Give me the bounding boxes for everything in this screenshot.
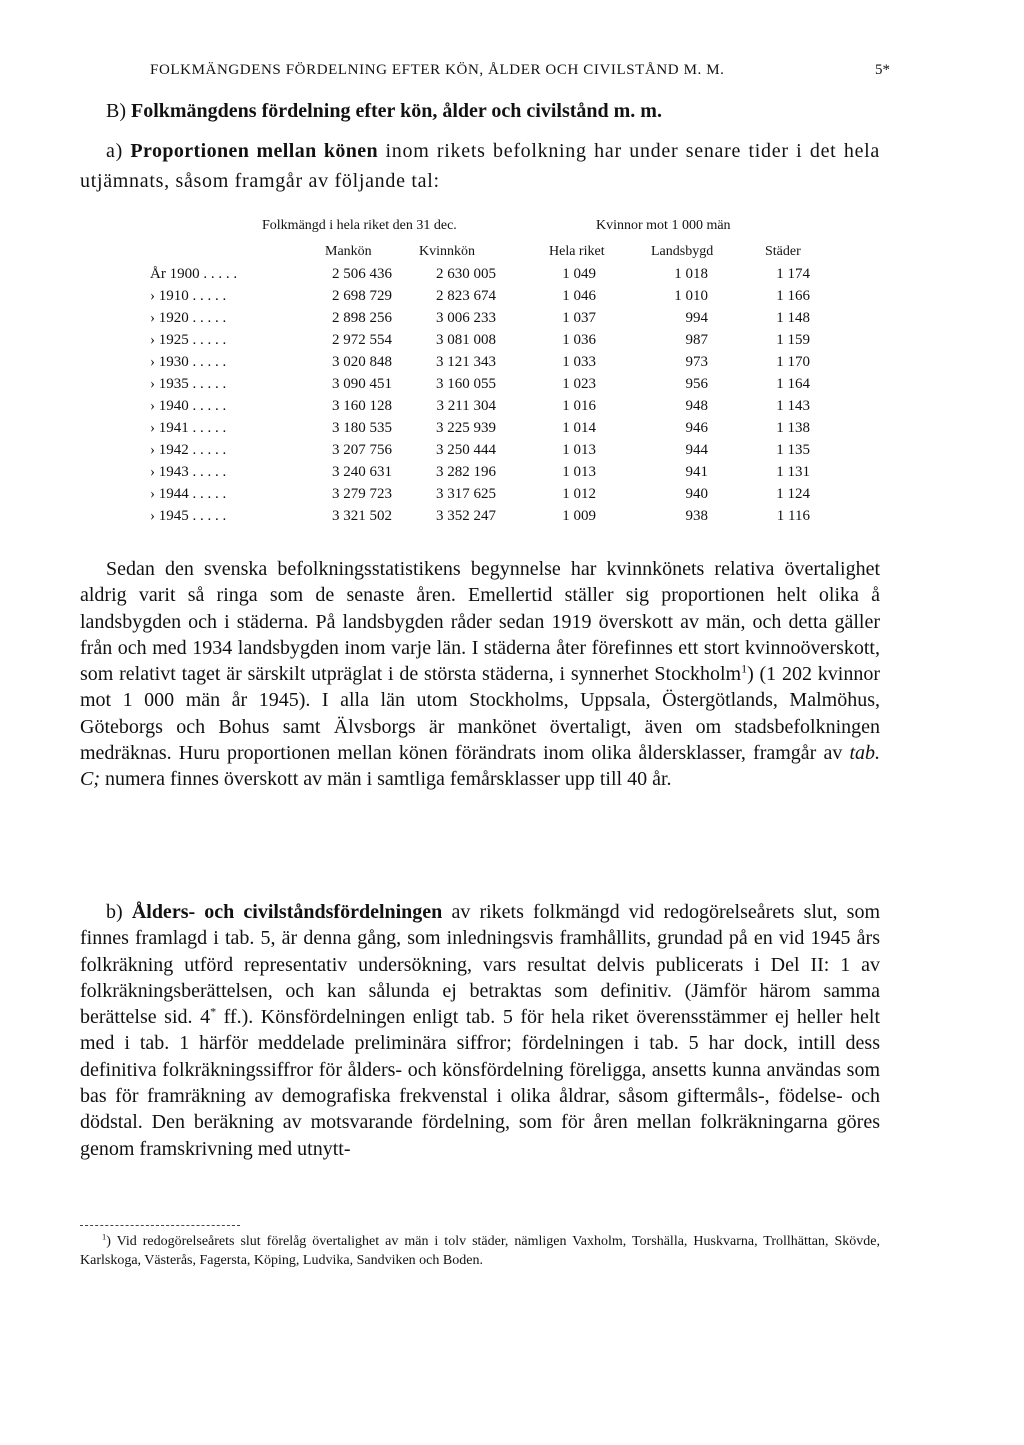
column-header-kvinnkon: Kvinnkön bbox=[419, 244, 475, 259]
cell-mankon: 2 698 729 bbox=[332, 288, 392, 304]
cell-landsbygd: 1 018 bbox=[674, 266, 708, 282]
cell-hela-riket: 1 033 bbox=[562, 354, 596, 370]
paragraph1-italic-ref: tab. C; bbox=[80, 742, 880, 791]
paragraph-sex-ratio bbox=[80, 556, 880, 793]
cell-kvinnkon: 3 250 444 bbox=[436, 442, 496, 458]
table-row bbox=[0, 464, 1024, 486]
table-row bbox=[0, 354, 1024, 376]
table-row bbox=[0, 486, 1024, 508]
cell-stader: 1 170 bbox=[776, 354, 810, 370]
footnote-text: ) Vid redogörelseårets slut förelåg övertalighet av män i tolv städer, nämligen Vaxholm, Torshälla, Huskvarna, Trollhättan, Skövde, Karlskoga, Västerås, Fagersta, Köping, Ludvika, Sandviken och Boden. bbox=[80, 1234, 880, 1268]
cell-hela-riket: 1 037 bbox=[562, 310, 596, 326]
cell-landsbygd: 956 bbox=[685, 376, 708, 392]
cell-landsbygd: 987 bbox=[685, 332, 708, 348]
table-row bbox=[0, 266, 1024, 288]
subsection-a-letter: a) bbox=[106, 140, 123, 162]
section-heading bbox=[106, 100, 906, 123]
cell-mankon: 3 090 451 bbox=[332, 376, 392, 392]
page-number: 5* bbox=[875, 62, 890, 78]
cell-mankon: 3 321 502 bbox=[332, 508, 392, 524]
cell-kvinnkon: 3 352 247 bbox=[436, 508, 496, 524]
row-label: › 1920 . . . . . bbox=[150, 310, 227, 326]
cell-landsbygd: 944 bbox=[685, 442, 708, 458]
cell-mankon: 3 279 723 bbox=[332, 486, 392, 502]
row-label: › 1940 . . . . . bbox=[150, 398, 227, 414]
cell-mankon: 2 506 436 bbox=[332, 266, 392, 282]
cell-hela-riket: 1 009 bbox=[562, 508, 596, 524]
cell-mankon: 2 898 256 bbox=[332, 310, 392, 326]
cell-landsbygd: 946 bbox=[685, 420, 708, 436]
row-label: › 1942 . . . . . bbox=[150, 442, 227, 458]
cell-kvinnkon: 3 282 196 bbox=[436, 464, 496, 480]
table-group-header-population: Folkmängd i hela riket den 31 dec. bbox=[262, 218, 457, 233]
row-label: › 1925 . . . . . bbox=[150, 332, 227, 348]
subsection-b-letter: b) bbox=[106, 901, 123, 923]
cell-mankon: 3 160 128 bbox=[332, 398, 392, 414]
cell-stader: 1 131 bbox=[776, 464, 810, 480]
paragraph1-text: Sedan den svenska befolkningsstatistikens begynnelse har kvinnkönets relativa övertalighet aldrig varit så ringa som de senaste åren. Emellertid ställer sig proportionen helt olika å landsbygden och i städerna. På landsbygden råder sedan 1919 överskott av män, och detta gäller från och med 1934 landsbygden inom varje län. I städerna åter förefinnes ett stort kvinnoöverskott, som relativt taget är särskilt utpräglat i de största städerna, i synnerhet Stockholm bbox=[80, 558, 880, 686]
row-label: › 1935 . . . . . bbox=[150, 376, 227, 392]
cell-hela-riket: 1 036 bbox=[562, 332, 596, 348]
table-row bbox=[0, 508, 1024, 530]
cell-landsbygd: 994 bbox=[685, 310, 708, 326]
cell-kvinnkon: 3 211 304 bbox=[436, 398, 496, 414]
running-header bbox=[150, 62, 890, 79]
footnote-marker: 1 bbox=[102, 1232, 107, 1242]
row-label: › 1910 . . . . . bbox=[150, 288, 227, 304]
cell-landsbygd: 940 bbox=[685, 486, 708, 502]
cell-stader: 1 166 bbox=[776, 288, 810, 304]
column-header-stader: Städer bbox=[765, 244, 801, 259]
table-row bbox=[0, 420, 1024, 442]
cell-landsbygd: 938 bbox=[685, 508, 708, 524]
cell-landsbygd: 948 bbox=[685, 398, 708, 414]
row-label: › 1944 . . . . . bbox=[150, 486, 227, 502]
cell-landsbygd: 973 bbox=[685, 354, 708, 370]
column-header-hela-riket: Hela riket bbox=[549, 244, 605, 259]
cell-mankon: 3 207 756 bbox=[332, 442, 392, 458]
cell-landsbygd: 1 010 bbox=[674, 288, 708, 304]
table-row bbox=[0, 288, 1024, 310]
cell-hela-riket: 1 013 bbox=[562, 442, 596, 458]
cell-hela-riket: 1 014 bbox=[562, 420, 596, 436]
section-letter: B) bbox=[106, 100, 126, 122]
subsection-b bbox=[80, 899, 880, 1162]
cell-kvinnkon: 3 225 939 bbox=[436, 420, 496, 436]
row-label: › 1941 . . . . . bbox=[150, 420, 227, 436]
cell-stader: 1 124 bbox=[776, 486, 810, 502]
footnote-reference: 1 bbox=[741, 661, 748, 676]
cell-kvinnkon: 3 160 055 bbox=[436, 376, 496, 392]
footnote-rule bbox=[80, 1225, 240, 1226]
cell-hela-riket: 1 046 bbox=[562, 288, 596, 304]
cell-kvinnkon: 3 006 233 bbox=[436, 310, 496, 326]
paragraph1-text-cont: ) (1 202 kvinnor mot 1 000 män år 1945). I alla län utom Stockholms, Uppsala, Östergötlands, Malmöhus, Göteborgs och Bohus samt Älvsborgs är mankönet övertaligt, även om stadsbefolkningen medräknas. Huru proportionen mellan könen förändrats inom olika åldersklasser, framgår av bbox=[80, 663, 880, 765]
subsection-b-text-cont: ff.). Könsfördelningen enligt tab. 5 för hela riket överensstämmer ej heller helt med i tab. 1 härför meddelade preliminära siffror; fördelningen i tab. 5 har dock, intill dess definitiva folkräkningssiffror för ålders- och könsfördelning föreligga, ansetts kunna användas som bas för framräkning av demografiska frekvenstal i olika åldrar, såsom giftermåls-, födelse- och dödstal. Den beräkning av motsvarande fördelning, som för åren mellan folkräkningarna göres genom framskrivning med utnytt- bbox=[80, 1006, 881, 1160]
cell-hela-riket: 1 016 bbox=[562, 398, 596, 414]
subsection-a-text: inom rikets befolkning har under senare tider i det hela utjämnats, såsom framgår av följande tal: bbox=[80, 140, 881, 192]
section-title: Folkmängdens fördelning efter kön, ålder och civilstånd m. m. bbox=[131, 100, 662, 122]
table-row bbox=[0, 332, 1024, 354]
paragraph1-text-end: numera finnes överskott av män i samtliga femårsklasser upp till 40 år. bbox=[100, 768, 672, 791]
subsection-b-lead: Ålders- och civilståndsfördelningen bbox=[131, 901, 443, 923]
table-row bbox=[0, 398, 1024, 420]
cell-hela-riket: 1 049 bbox=[562, 266, 596, 282]
subsection-a-lead: Proportionen mellan könen bbox=[130, 140, 379, 162]
cell-stader: 1 143 bbox=[776, 398, 810, 414]
cell-hela-riket: 1 013 bbox=[562, 464, 596, 480]
cell-stader: 1 135 bbox=[776, 442, 810, 458]
cell-hela-riket: 1 023 bbox=[562, 376, 596, 392]
table-group-header-ratio: Kvinnor mot 1 000 män bbox=[596, 218, 731, 233]
cell-stader: 1 148 bbox=[776, 310, 810, 326]
cell-stader: 1 116 bbox=[776, 508, 810, 524]
page-star-mark: * bbox=[210, 1004, 217, 1019]
cell-stader: 1 159 bbox=[776, 332, 810, 348]
row-label: År 1900 . . . . . bbox=[150, 266, 238, 282]
column-header-landsbygd: Landsbygd bbox=[651, 244, 714, 259]
cell-kvinnkon: 3 081 008 bbox=[436, 332, 496, 348]
cell-mankon: 3 180 535 bbox=[332, 420, 392, 436]
row-label: › 1930 . . . . . bbox=[150, 354, 227, 370]
running-title: FOLKMÄNGDENS FÖRDELNING EFTER KÖN, ÅLDER OCH CIVILSTÅND M. M. bbox=[150, 62, 725, 78]
row-label: › 1943 . . . . . bbox=[150, 464, 227, 480]
table-row bbox=[0, 442, 1024, 464]
cell-mankon: 3 240 631 bbox=[332, 464, 392, 480]
subsection-a-intro bbox=[80, 136, 880, 196]
footnote bbox=[80, 1232, 880, 1270]
table-row bbox=[0, 310, 1024, 332]
cell-stader: 1 174 bbox=[776, 266, 810, 282]
cell-landsbygd: 941 bbox=[685, 464, 708, 480]
cell-kvinnkon: 2 630 005 bbox=[436, 266, 496, 282]
cell-stader: 1 164 bbox=[776, 376, 810, 392]
column-header-mankon: Mankön bbox=[325, 244, 372, 259]
cell-hela-riket: 1 012 bbox=[562, 486, 596, 502]
table-row bbox=[0, 376, 1024, 398]
cell-kvinnkon: 3 121 343 bbox=[436, 354, 496, 370]
cell-kvinnkon: 3 317 625 bbox=[436, 486, 496, 502]
row-label: › 1945 . . . . . bbox=[150, 508, 227, 524]
cell-mankon: 2 972 554 bbox=[332, 332, 392, 348]
subsection-b-text: av rikets folkmängd vid redogörelseårets slut, som finnes framlagd i tab. 5, är denna gång, som inledningsvis framhållits, grundad på en vid 1945 års folkräkning utförd representativ undersökning, vars resultat delvis publicerats i Del II: 1 av folkräkningsberättelsen, och kan sålunda ej betraktas som definitiv. (Jämför härom samma berättelse sid. 4 bbox=[80, 901, 881, 1029]
cell-kvinnkon: 2 823 674 bbox=[436, 288, 496, 304]
cell-stader: 1 138 bbox=[776, 420, 810, 436]
cell-mankon: 3 020 848 bbox=[332, 354, 392, 370]
